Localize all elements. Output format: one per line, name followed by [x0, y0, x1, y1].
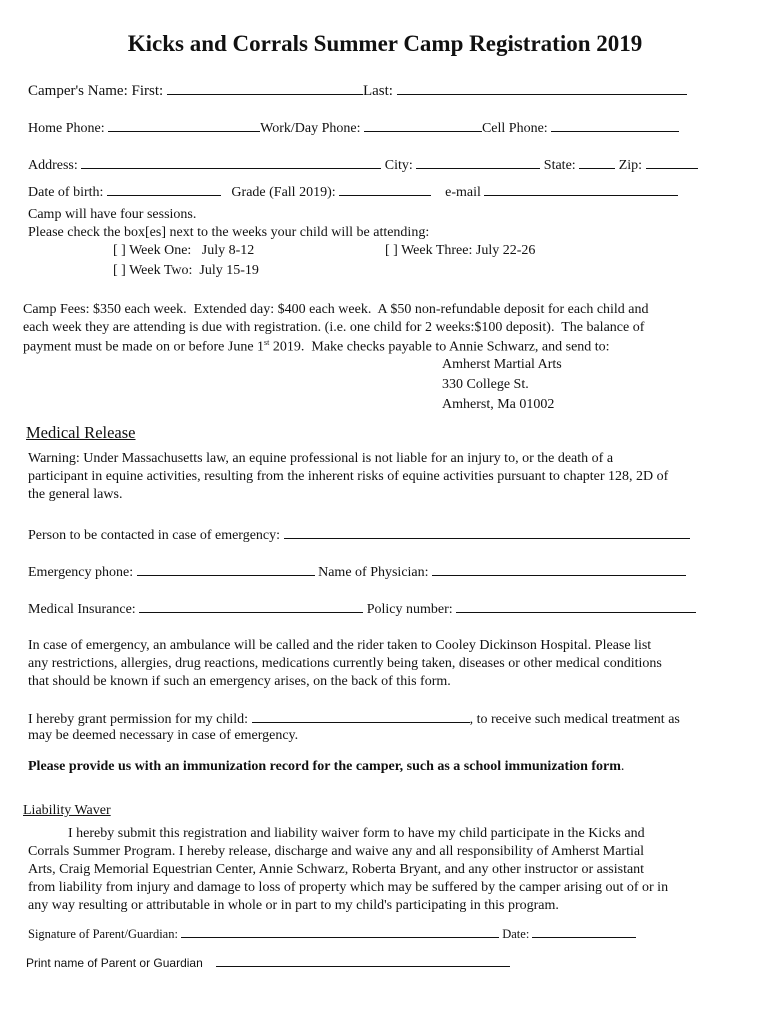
- city-field[interactable]: [416, 156, 540, 169]
- page-title: Kicks and Corrals Summer Camp Registration 2019: [127, 31, 643, 56]
- camper-name-row: [28, 82, 687, 100]
- policy-label: Policy number:: [366, 602, 453, 617]
- dob-row: [28, 183, 678, 201]
- emergency-line-1: In case of emergency, an ambulance will be called and the rider taken to Cooley Dickinson Hospital. Please list: [28, 638, 652, 653]
- fees-line-3: [23, 338, 610, 356]
- address-label: Address:: [28, 158, 78, 173]
- first-name-field[interactable]: [167, 82, 363, 95]
- email-field[interactable]: [484, 183, 678, 196]
- state-label: State:: [543, 158, 576, 173]
- home-phone-field[interactable]: [108, 119, 260, 132]
- print-name-field[interactable]: [216, 957, 510, 967]
- warning-line-3: the general laws.: [28, 487, 123, 502]
- sessions-intro: Camp will have four sessions.: [28, 207, 197, 222]
- physician-label: Name of Physician:: [318, 565, 429, 580]
- warning-line-1: Warning: Under Massachusetts law, an equine professional is not liable for an injury to, or the death of a: [28, 451, 614, 466]
- mail-address-2: 330 College St.: [442, 377, 529, 392]
- emergency-phone-label: Emergency phone:: [28, 565, 134, 580]
- signature-field[interactable]: [181, 927, 499, 938]
- state-field[interactable]: [579, 156, 615, 169]
- grant-label: I hereby grant permission for my child:: [28, 712, 249, 727]
- child-name-field[interactable]: [252, 710, 470, 723]
- immunization-note: [28, 759, 624, 775]
- last-name-field[interactable]: [397, 82, 687, 95]
- first-name-label: Camper's Name: First:: [28, 83, 164, 99]
- grant-row: [28, 710, 680, 728]
- week-two-checkbox[interactable]: [ ] Week Two: July 15-19: [113, 263, 259, 278]
- sessions-instructions: Please check the box[es] next to the weeks your child will be attending:: [28, 225, 430, 240]
- emergency-contact-label: Person to be contacted in case of emergency:: [28, 528, 281, 543]
- work-phone-field[interactable]: [364, 119, 482, 132]
- address-field[interactable]: [81, 156, 381, 169]
- immunization-period: .: [620, 759, 625, 774]
- immunization-text: Please provide us with an immunization record for the camper, such as a school immunization form: [28, 759, 621, 774]
- cell-phone-field[interactable]: [551, 119, 679, 132]
- cell-phone-label: Cell Phone:: [481, 121, 548, 136]
- zip-field[interactable]: [646, 156, 698, 169]
- signature-label: Signature of Parent/Guardian:: [28, 927, 178, 941]
- dob-label: Date of birth:: [28, 185, 104, 200]
- fees-line-3-rest: 2019. Make checks payable to Annie Schwarz, and send to:: [269, 339, 610, 355]
- work-phone-label: Work/Day Phone:: [260, 121, 361, 136]
- print-name-label: Print name of Parent or Guardian: [26, 956, 203, 970]
- week-one-checkbox[interactable]: [ ] Week One: July 8-12: [113, 243, 255, 258]
- zip-label: Zip:: [618, 158, 643, 173]
- print-name-row: [26, 956, 510, 970]
- waiver-line-4: from liability from injury and damage to loss of property which may be suffered by the camper arising out of or in: [28, 880, 669, 895]
- home-phone-label: Home Phone:: [28, 121, 105, 136]
- email-label: e-mail: [445, 185, 481, 200]
- emergency-contact-row: [28, 526, 690, 544]
- signature-row: [28, 927, 636, 942]
- fees-line-3-sup: st: [264, 338, 270, 347]
- emergency-line-3: that should be known if such an emergency arises, on the back of this form.: [28, 674, 451, 689]
- city-label: City:: [384, 158, 413, 173]
- insurance-field[interactable]: [139, 600, 363, 613]
- grant-line-2: may be deemed necessary in case of emergency.: [28, 728, 299, 743]
- medical-heading: Medical Release: [26, 423, 136, 442]
- waiver-line-2: Corrals Summer Program. I hereby release, discharge and waive any and all responsibility of Amherst Martial: [28, 844, 644, 859]
- emergency-phone-field[interactable]: [137, 563, 315, 576]
- insurance-label: Medical Insurance:: [28, 602, 136, 617]
- fees-line-1: Camp Fees: $350 each week. Extended day: $400 each week. A $50 non-refundable deposit for each child and: [23, 302, 649, 317]
- emergency-line-2: any restrictions, allergies, drug reactions, medications currently being taken, diseases or other medical conditions: [28, 656, 662, 671]
- date-label: Date:: [502, 927, 530, 941]
- liability-heading: Liability Waver: [23, 803, 111, 818]
- fees-line-2: each week they are attending is due with registration. (i.e. one child for 2 weeks:$100 deposit). The balance of: [23, 320, 645, 335]
- physician-field[interactable]: [432, 563, 686, 576]
- emergency-phone-row: [28, 563, 686, 581]
- mail-address-3: Amherst, Ma 01002: [442, 397, 555, 412]
- waiver-line-5: any way resulting or attributable in whole or in part to my child's participating in this program.: [28, 898, 559, 913]
- phone-row: [28, 119, 679, 137]
- grade-label: Grade (Fall 2019):: [231, 185, 336, 200]
- emergency-contact-field[interactable]: [284, 526, 690, 539]
- policy-field[interactable]: [456, 600, 696, 613]
- fees-line-3-text: payment must be made on or before June 1: [23, 339, 265, 355]
- waiver-line-3: Arts, Craig Memorial Equestrian Center, Annie Schwarz, Roberta Bryant, and any other instructor or assistant: [28, 862, 645, 877]
- week-three-checkbox[interactable]: [ ] Week Three: July 22-26: [385, 243, 536, 258]
- dob-field[interactable]: [107, 183, 221, 196]
- address-row: [28, 156, 698, 174]
- grade-field[interactable]: [339, 183, 431, 196]
- last-name-label: Last:: [362, 83, 393, 99]
- waiver-line-1: I hereby submit this registration and liability waiver form to have my child participate in the Kicks and: [68, 826, 645, 841]
- date-field[interactable]: [532, 927, 636, 938]
- warning-line-2: participant in equine activities, resulting from the inherent risks of equine activities pursuant to chapter 128, 2D of: [28, 469, 669, 484]
- mail-address-1: Amherst Martial Arts: [442, 357, 562, 372]
- insurance-row: [28, 600, 696, 618]
- grant-label-end: , to receive such medical treatment as: [469, 712, 680, 727]
